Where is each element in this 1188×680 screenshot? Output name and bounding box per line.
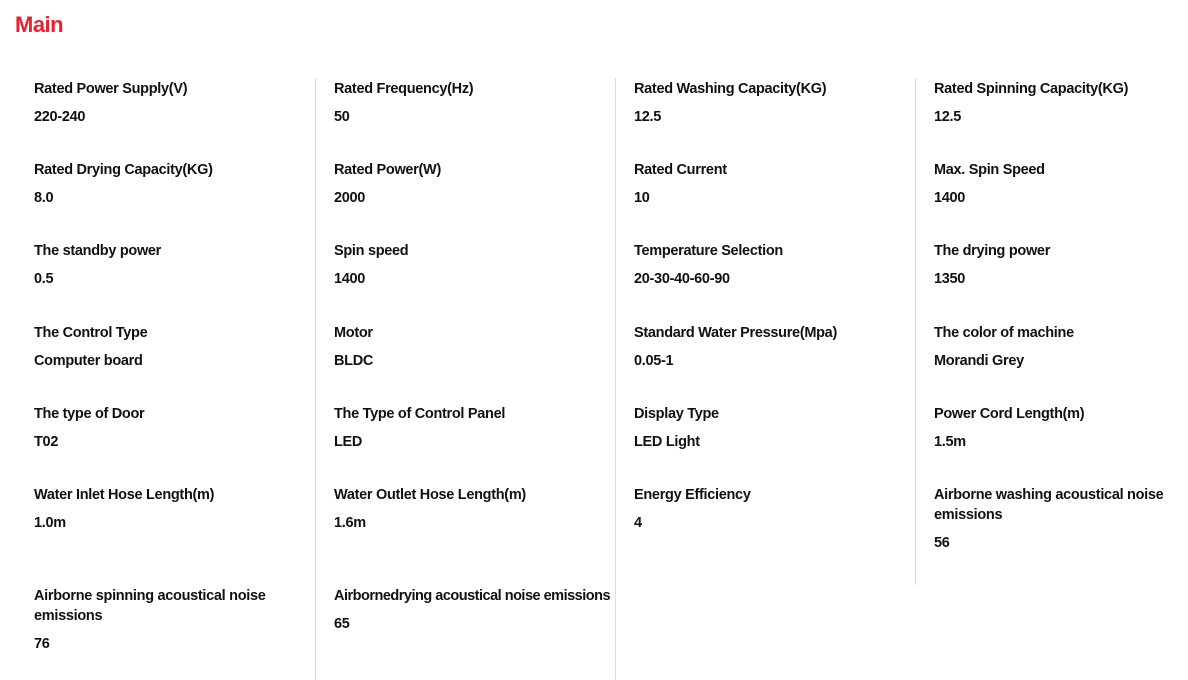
spec-machine-color (934, 323, 1188, 371)
spec-label: The Control Type (34, 325, 148, 341)
spec-label: Power Cord Length(m) (934, 406, 1085, 422)
spec-value: LED Light (634, 434, 700, 450)
spec-label: Spin speed (334, 243, 409, 259)
spec-label: Airborne washing acoustical noise emissions (934, 487, 1164, 523)
spec-door-type (34, 404, 315, 452)
spec-value: 12.5 (634, 109, 662, 125)
spec-rated-power-supply (34, 79, 315, 127)
spec-column-4 (915, 78, 1188, 585)
spec-column-3 (616, 78, 915, 680)
section-title: Main (15, 12, 64, 37)
spec-value: 1.6m (334, 515, 366, 531)
spec-label: Rated Current (634, 162, 727, 178)
spec-value: 220-240 (34, 109, 86, 125)
spec-spin-speed (334, 241, 615, 289)
spec-value: 0.5 (34, 271, 54, 287)
spec-label: The Type of Control Panel (334, 406, 506, 422)
spec-label: Energy Efficiency (634, 487, 751, 503)
spec-rated-spinning-capacity (934, 79, 1188, 127)
spec-temperature-selection (634, 241, 915, 289)
spec-value: 12.5 (934, 109, 962, 125)
spec-control-type (34, 323, 315, 371)
spec-value: 8.0 (34, 190, 54, 206)
spec-rated-current (634, 160, 915, 208)
spec-value: 65 (334, 616, 350, 632)
spec-label: The standby power (34, 243, 162, 259)
spec-water-inlet-hose-length (34, 485, 315, 533)
spec-label: Water Outlet Hose Length(m) (334, 487, 526, 503)
spec-washing-noise (934, 485, 1180, 553)
spec-value: 0.05-1 (634, 353, 674, 369)
spec-drying-power (934, 241, 1188, 289)
spec-label: Standard Water Pressure(Mpa) (634, 325, 837, 341)
spec-label: Rated Drying Capacity(KG) (34, 162, 213, 178)
spec-value: 2000 (334, 190, 366, 206)
spec-rated-drying-capacity (34, 160, 315, 208)
spec-label: Rated Washing Capacity(KG) (634, 81, 827, 97)
spec-label: Water Inlet Hose Length(m) (34, 487, 215, 503)
spec-value: 4 (634, 515, 642, 531)
spec-label: Rated Power(W) (334, 162, 441, 178)
spec-label: Rated Spinning Capacity(KG) (934, 81, 1129, 97)
spec-water-pressure (634, 323, 915, 371)
spec-drying-noise (334, 586, 615, 634)
spec-value: T02 (34, 434, 59, 450)
spec-rated-frequency (334, 79, 615, 127)
spec-value: 10 (634, 190, 650, 206)
spec-rated-washing-capacity (634, 79, 915, 127)
spec-control-panel-type (334, 404, 615, 452)
spec-spinning-noise (34, 586, 285, 654)
spec-value: Morandi Grey (934, 353, 1024, 369)
spec-display-type (634, 404, 915, 452)
spec-power-cord-length (934, 404, 1188, 452)
spec-label: Motor (334, 325, 373, 341)
spec-rated-power (334, 160, 615, 208)
spec-column-1 (16, 78, 316, 680)
spec-label: The type of Door (34, 406, 145, 422)
spec-label: The drying power (934, 243, 1051, 259)
spec-value: Computer board (34, 353, 143, 369)
spec-value: 20-30-40-60-90 (634, 271, 730, 287)
spec-value: 1400 (934, 190, 966, 206)
spec-label: Display Type (634, 406, 719, 422)
spec-value: 56 (934, 535, 950, 551)
spec-label: Rated Power Supply(V) (34, 81, 188, 97)
spec-label: Airbornedrying acoustical noise emissions (334, 588, 611, 604)
spec-energy-efficiency (634, 485, 915, 533)
spec-value: BLDC (334, 353, 374, 369)
spec-label: Temperature Selection (634, 243, 783, 259)
spec-standby-power (34, 241, 315, 289)
spec-value: 1.5m (934, 434, 966, 450)
spec-value: 1.0m (34, 515, 66, 531)
spec-value: 1400 (334, 271, 366, 287)
spec-value: 76 (34, 636, 50, 652)
spec-value: 50 (334, 109, 350, 125)
spec-value: 1350 (934, 271, 966, 287)
spec-column-2 (316, 78, 616, 680)
spec-label: The color of machine (934, 325, 1074, 341)
spec-max-spin-speed (934, 160, 1188, 208)
spec-value: LED (334, 434, 363, 450)
spec-motor (334, 323, 615, 371)
spec-label: Rated Frequency(Hz) (334, 81, 474, 97)
spec-water-outlet-hose-length (334, 485, 615, 533)
spec-label: Max. Spin Speed (934, 162, 1045, 178)
spec-label: Airborne spinning acoustical noise emissions (34, 588, 266, 624)
